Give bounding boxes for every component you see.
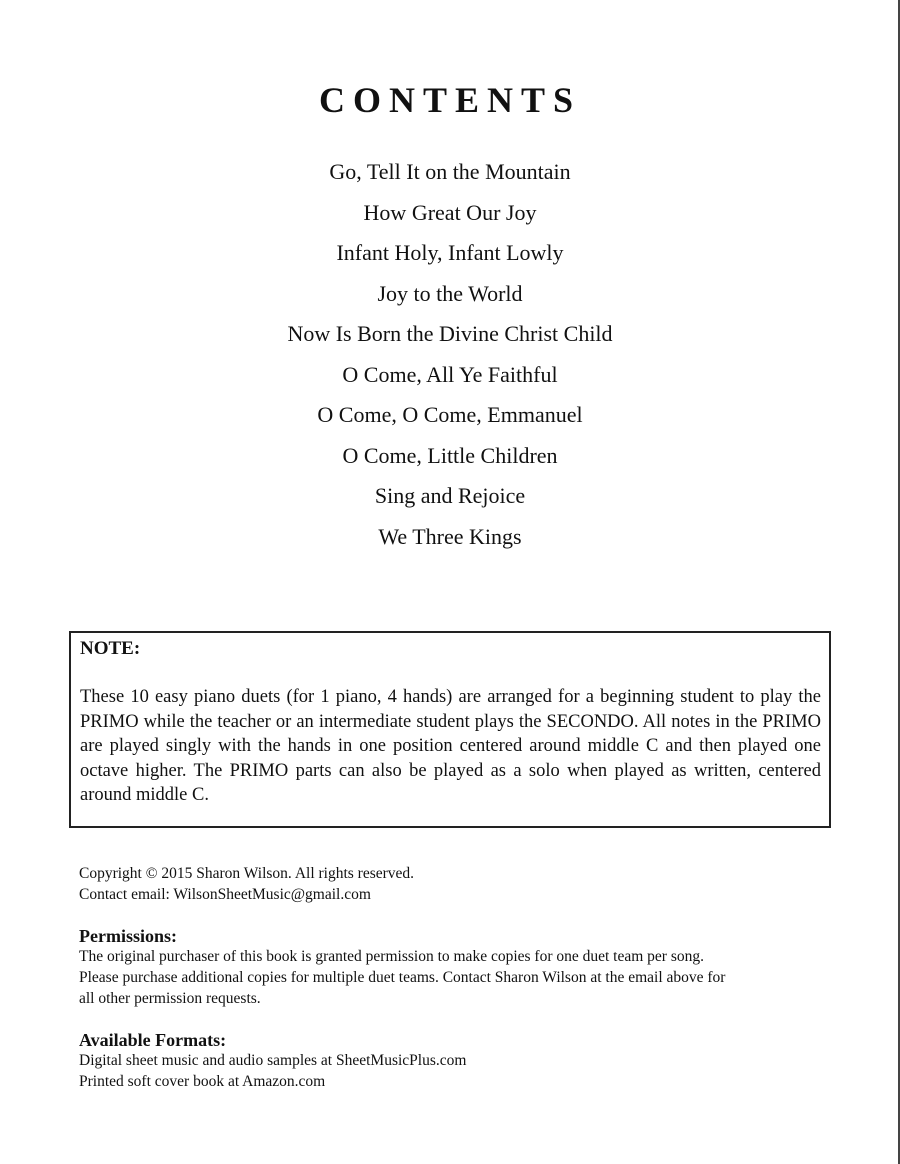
toc-item: Sing and Rejoice — [374, 483, 526, 508]
toc-item: How Great Our Joy — [363, 199, 537, 225]
toc-item: O Come, Little Children — [342, 442, 558, 468]
page-title: CONTENTS — [318, 80, 582, 120]
contact-email-line: Contact email: WilsonSheetMusic@gmail.com — [79, 886, 371, 903]
table-of-contents — [0, 152, 900, 557]
format-line: Digital sheet music and audio samples at SheetMusicPlus.com — [79, 1052, 467, 1069]
permissions-line: all other permission requests. — [79, 990, 261, 1007]
permissions-line: Please purchase additional copies for multiple duet teams. Contact Sharon Wilson at the email above for — [79, 969, 726, 986]
footer-info — [79, 863, 839, 1092]
formats-heading: Available Formats: — [79, 1030, 227, 1050]
toc-item: Now Is Born the Divine Christ Child — [287, 321, 613, 346]
permissions-heading: Permissions: — [79, 926, 177, 946]
note-body: These 10 easy piano duets (for 1 piano, 4 hands) are arranged for a beginning student to play the PRIMO while the teacher or an intermediate student plays the SECONDO. All notes in the PRIMO are played singly with the hands in one position centered around middle C and then played one octave higher. The PRIMO parts can also be played as a solo when played as written, centered around middle C. — [80, 687, 821, 805]
permissions-line: The original purchaser of this book is granted permission to make copies for one duet team per song. — [79, 948, 705, 965]
format-line: Printed soft cover book at Amazon.com — [79, 1073, 326, 1090]
toc-item: Infant Holy, Infant Lowly — [336, 240, 564, 265]
toc-item: O Come, All Ye Faithful — [342, 361, 558, 387]
toc-item: We Three Kings — [378, 523, 522, 549]
toc-item: Joy to the World — [377, 280, 523, 306]
copyright-line: Copyright © 2015 Sharon Wilson. All rights reserved. — [79, 865, 415, 882]
note-box — [69, 631, 831, 828]
note-heading: NOTE: — [80, 638, 141, 659]
toc-item: Go, Tell It on the Mountain — [329, 159, 571, 184]
toc-item: O Come, O Come, Emmanuel — [317, 402, 583, 427]
